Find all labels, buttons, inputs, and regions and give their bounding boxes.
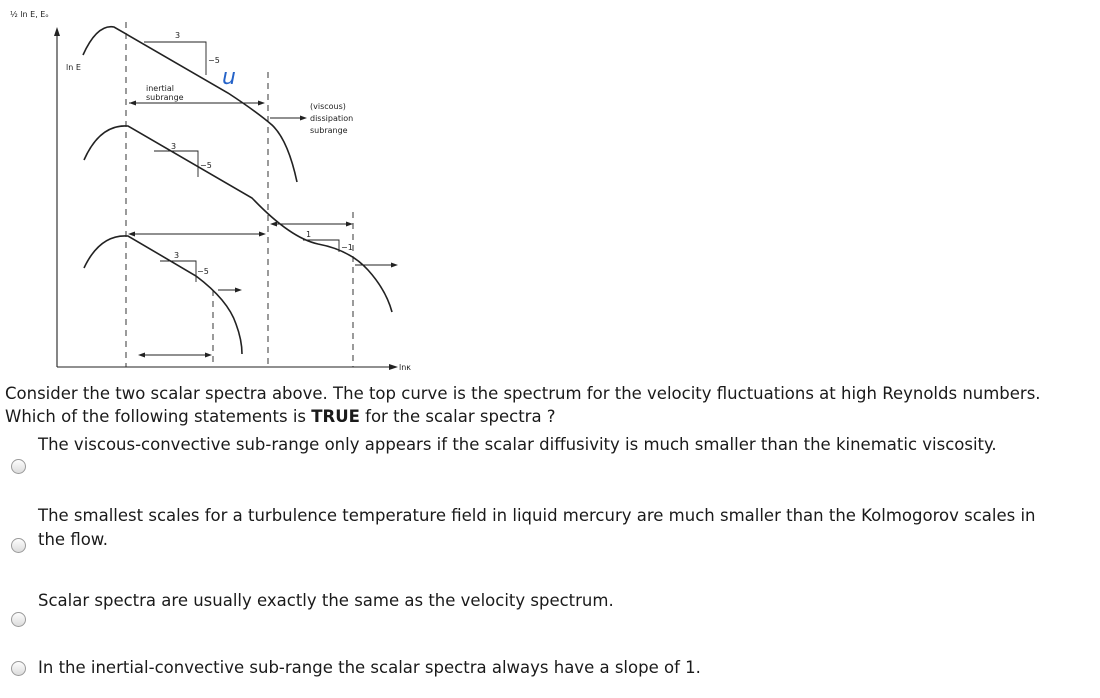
slope-2-run: 3: [171, 142, 177, 151]
x-axis-label: lnκ: [399, 363, 412, 372]
bottom-arrow-right: [205, 353, 212, 358]
right-arrow-head: [391, 263, 398, 268]
slope-3-rise: −5: [197, 267, 209, 276]
inertial-label-2: subrange: [146, 93, 184, 102]
option-4-label: In the inertial-convective sub-range the scalar spectra always have a slope of 1.: [38, 658, 701, 677]
inertial-arrow-left: [129, 101, 136, 106]
option-2-radio[interactable]: [11, 538, 26, 553]
scalar-spectrum-curve-2: [84, 236, 242, 354]
plateau-arrow-left: [270, 222, 277, 227]
plateau-arrow-right: [346, 222, 353, 227]
x-axis-arrow: [389, 364, 398, 370]
small-arrow-head: [235, 288, 242, 293]
question-emphasis: TRUE: [311, 407, 360, 426]
bottom-arrow-left: [138, 353, 145, 358]
u-annotation: u: [222, 65, 236, 90]
slope-3-run: 3: [174, 251, 180, 260]
slope-triangle-1: [144, 42, 206, 75]
slope-plateau-run: 1: [306, 230, 312, 239]
slope-2-rise: −5: [200, 161, 212, 170]
viscous-label-1: (viscous): [310, 102, 346, 111]
slope-1-run: 3: [175, 31, 181, 40]
slope-triangle-2: [154, 151, 198, 177]
question-text-before: Consider the two scalar spectra above. The top curve is the spectrum for the velocity fluctuations at high Reynolds numbers. Which of the following statements is: [5, 384, 1041, 426]
scalar-spectrum-curve-1: [84, 126, 392, 312]
slope-triangle-3: [160, 261, 196, 282]
viscous-label-3: subrange: [310, 126, 348, 135]
velocity-spectrum-curve: [83, 27, 297, 182]
spectra-figure: [0, 0, 420, 380]
y-axis-arrow: [54, 27, 60, 36]
option-1-radio[interactable]: [11, 459, 26, 474]
long-arrow-right: [259, 232, 266, 237]
option-2-label: The smallest scales for a turbulence temperature field in liquid mercury are much smaller than the Kolmogorov scales in the flow.: [38, 506, 1036, 549]
question-text: [5, 382, 1090, 428]
top-curve-label: ln E: [66, 63, 81, 72]
viscous-arrow-head: [300, 116, 307, 121]
slope-1-rise: −5: [208, 56, 220, 65]
option-4-radio[interactable]: [11, 661, 26, 676]
option-3-label: Scalar spectra are usually exactly the same as the velocity spectrum.: [38, 591, 614, 610]
y-axis-label: ½ ln E, Eₒ: [10, 10, 49, 19]
option-3-radio[interactable]: [11, 612, 26, 627]
inertial-arrow-right: [258, 101, 265, 106]
slope-plateau-rise: −1: [341, 243, 353, 252]
question-text-after: for the scalar spectra ?: [359, 407, 556, 426]
inertial-label-1: inertial: [146, 84, 174, 93]
option-1-label: The viscous-convective sub-range only appears if the scalar diffusivity is much smaller than the kinematic viscosity.: [38, 435, 997, 454]
viscous-label-2: dissipation: [310, 114, 354, 123]
